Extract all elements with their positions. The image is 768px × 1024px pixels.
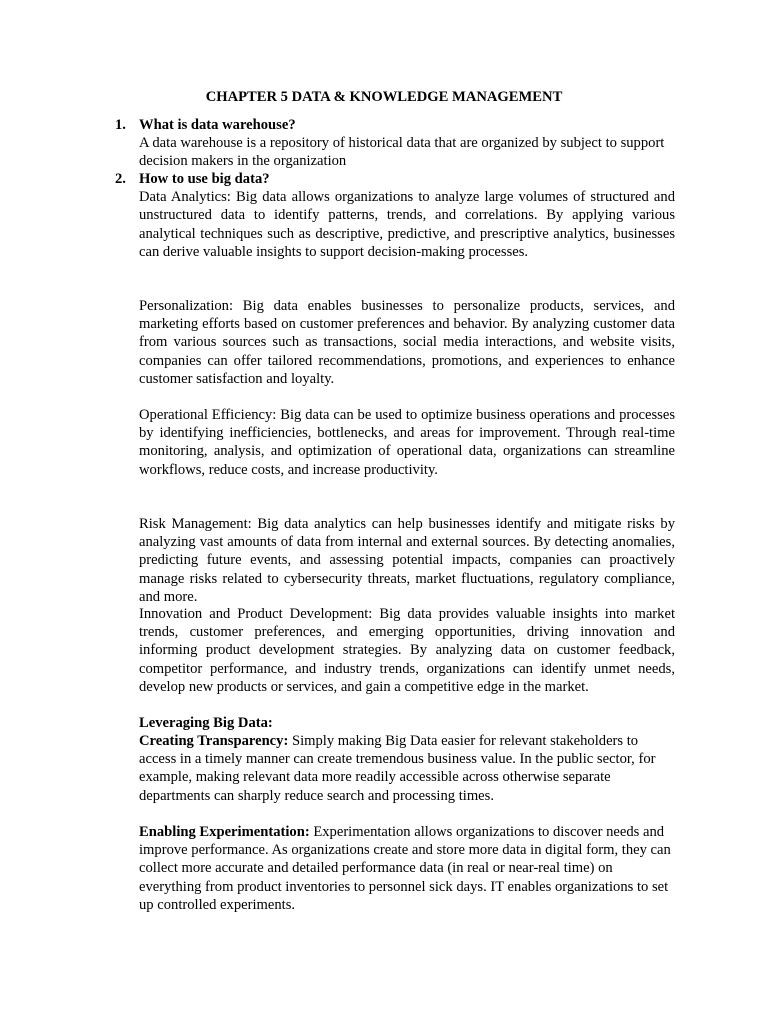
question-text: What is data warehouse? [139,117,296,133]
experimentation-text: Experimentation allows organizations to discover needs and improve performance. As organizations create and store more data in digital form, they can collect more accurate and detailed performance data (in real or near-real time) on everything from product inventories to personnel sick days. IT enables organizations to set up controlled experiments. [139,824,671,913]
question-number: 1. [115,117,126,133]
answer-text: Data Analytics: Big data allows organizations to analyze large volumes of structured and unstructured data to identify patterns, trends, and correlations. By applying various analytical techniques such as descriptive, predictive, and prescriptive analytics, businesses can derive valuable insights to support decision-making processes. [139,189,675,260]
experimentation-label: Enabling Experimentation: [139,824,310,840]
chapter-title: CHAPTER 5 DATA & KNOWLEDGE MANAGEMENT [205,89,563,105]
transparency-label: Creating Transparency: [139,733,289,749]
paragraph-operational-efficiency: Operational Efficiency: Big data can be used to optimize business operations and processes by identifying inefficiencies, bottlenecks, and areas for improvement. Through real-time monitoring, analysis, and optimization of operational data, organizations can streamline workflows, reduce costs, and increase productivity. [139,407,675,478]
answer-text: A data warehouse is a repository of historical data that are organized by subject to support decision makers in the organization [139,135,665,170]
paragraph-creating-transparency [139,732,675,805]
paragraph-risk-management: Risk Management: Big data analytics can help businesses identify and mitigate risks by analyzing vast amounts of data from internal and external sources. By detecting anomalies, predicting future events, and assessing potential impacts, companies can proactively manage risks related to cybersecurity threats, market fluctuations, regulatory compliance, and more. [139,516,675,605]
leveraging-heading: Leveraging Big Data: [139,715,273,731]
question-number: 2. [115,171,126,187]
paragraph-innovation: Innovation and Product Development: Big data provides valuable insights into market trends, customer preferences, and emerging opportunities, driving innovation and informing product development strategies. By analyzing data on customer feedback, competitor performance, and industry trends, organizations can identify unmet needs, develop new products or services, and gain a competitive edge in the market. [139,606,675,695]
paragraph-personalization: Personalization: Big data enables businesses to personalize products, services, and marketing efforts based on customer preferences and behavior. By analyzing customer data from various sources such as transactions, social media interactions, and website visits, companies can offer tailored recommendations, promotions, and experiences to enhance customer satisfaction and loyalty. [139,298,675,387]
transparency-text: Simply making Big Data easier for relevant stakeholders to access in a timely manner can create tremendous business value. In the public sector, for example, making relevant data more readily accessible across otherwise separate departments can sharply reduce search and processing times. [139,733,656,804]
question-item-2 [115,170,675,261]
question-text: How to use big data? [139,171,270,187]
question-item-1 [115,116,675,171]
paragraph-enabling-experimentation [139,823,675,914]
